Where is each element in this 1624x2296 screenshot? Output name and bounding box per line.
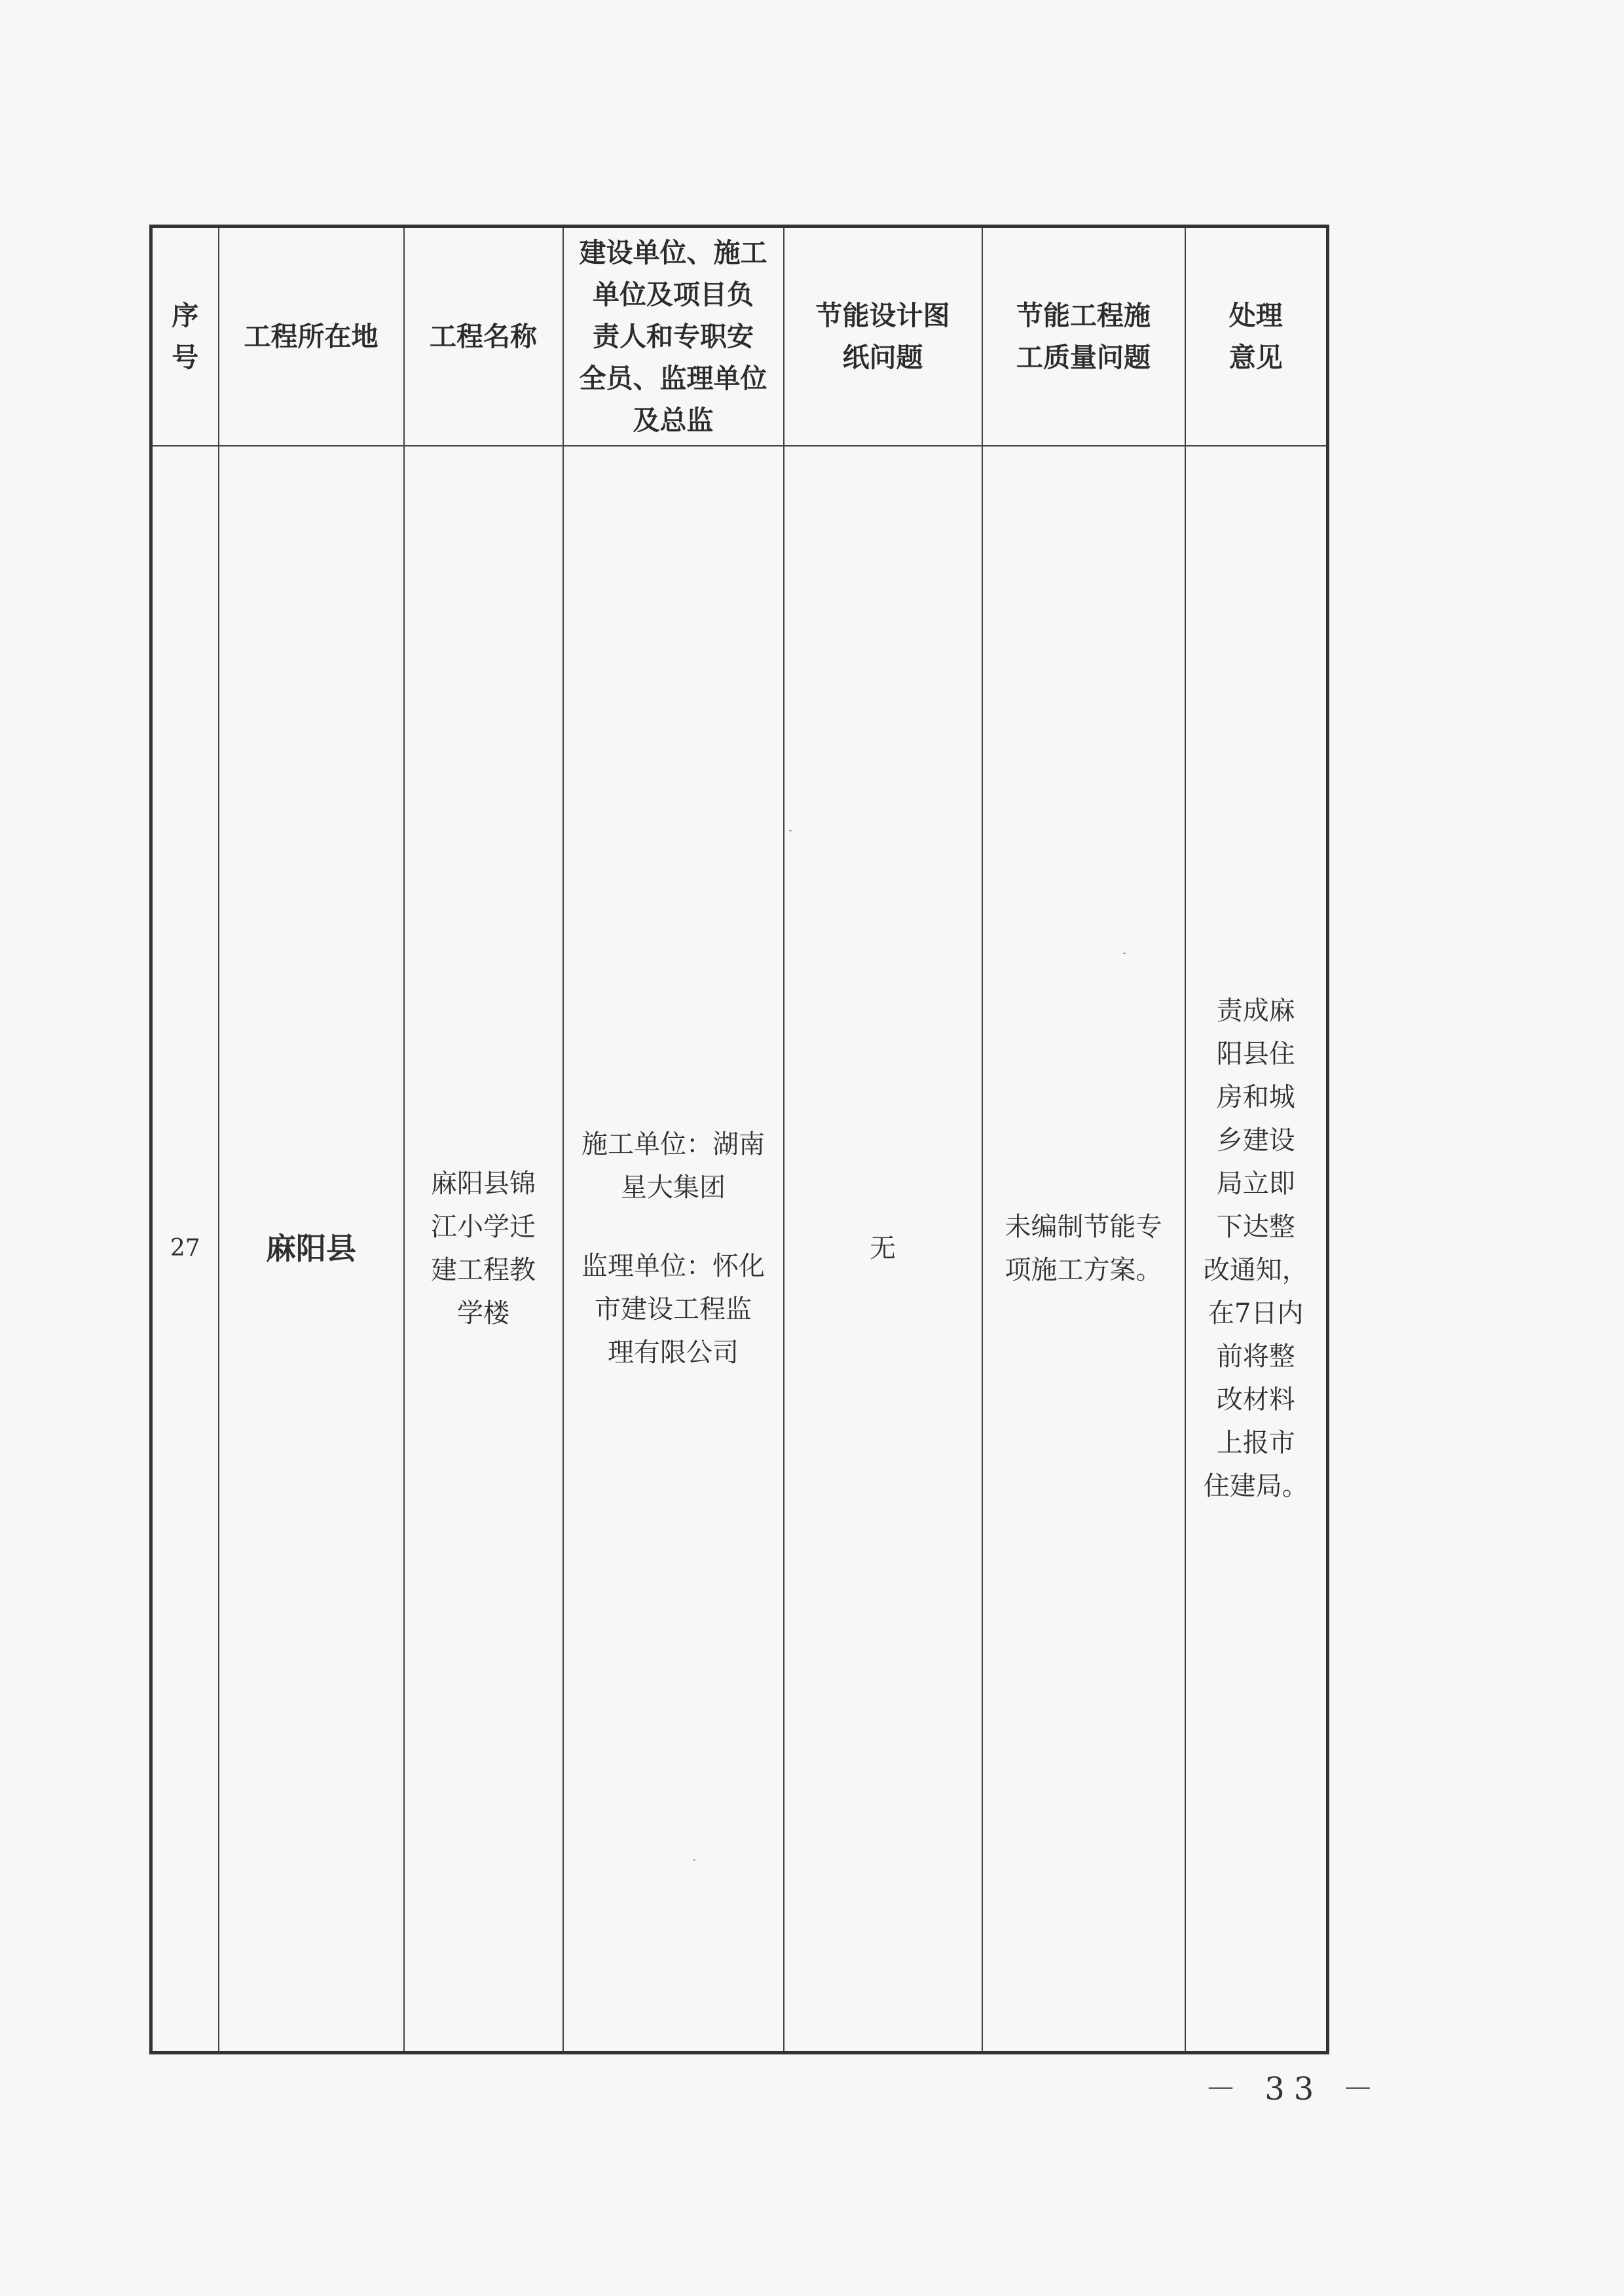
scan-speck bbox=[789, 830, 792, 831]
page-number: － 33 － bbox=[1205, 2071, 1383, 2107]
inspection-table-container bbox=[149, 225, 1326, 2054]
cell-quality-issues: 未编制节能专 项施工方案。 bbox=[982, 446, 1185, 2053]
header-units: 建设单位、施工 单位及项目负 责人和专职安 全员、监理单位 及总监 bbox=[563, 227, 784, 446]
table-header-row bbox=[151, 227, 1328, 446]
table-row bbox=[151, 446, 1328, 2053]
cell-design-issues: 无 bbox=[784, 446, 982, 2053]
scan-speck bbox=[1123, 953, 1126, 954]
header-seq: 序 号 bbox=[151, 227, 219, 446]
cell-seq: 27 bbox=[151, 446, 219, 2053]
cell-handling: 责成麻 阳县住 房和城 乡建设 局立即 下达整 改通知， 在7日内 前将整 改材料 上报市 住建局。 bbox=[1185, 446, 1328, 2053]
cell-project-name: 麻阳县锦 江小学迁 建工程教 学楼 bbox=[404, 446, 563, 2053]
supervision-unit-text: 监理单位：怀化 市建设工程监 理有限公司 bbox=[581, 1251, 765, 1368]
header-project-name: 工程名称 bbox=[404, 227, 563, 446]
construction-unit-text: 施工单位：湖南 星大集团 bbox=[581, 1129, 765, 1203]
header-design-issues: 节能设计图 纸问题 bbox=[784, 227, 982, 446]
cell-units bbox=[563, 446, 784, 2053]
header-quality-issues: 节能工程施 工质量问题 bbox=[982, 227, 1185, 446]
cell-location: 麻阳县 bbox=[219, 446, 404, 2053]
header-handling: 处理 意见 bbox=[1185, 227, 1328, 446]
scan-speck bbox=[693, 1859, 695, 1861]
header-location: 工程所在地 bbox=[219, 227, 404, 446]
inspection-table bbox=[149, 225, 1329, 2054]
